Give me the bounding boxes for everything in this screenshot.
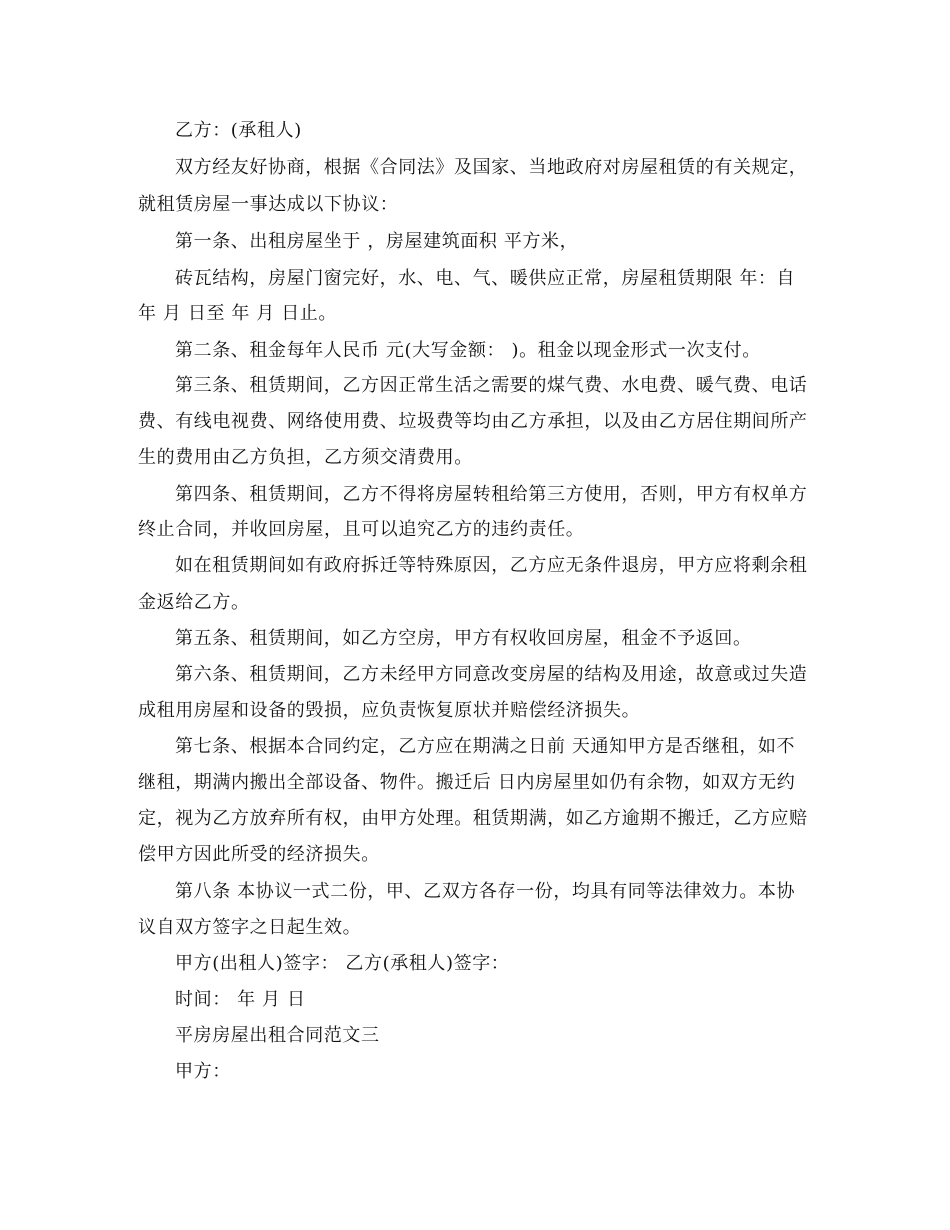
article-4-line-4: 金返给乙方。: [138, 592, 250, 613]
article-4-line-1: 第四条、租赁期间，乙方不得将房屋转租给第三方使用，否则，甲方有权单方: [175, 484, 808, 505]
article-4-line-2: 终止合同，并收回房屋，且可以追究乙方的违约责任。: [138, 519, 585, 540]
article-7-line-3: 定，视为乙方放弃所有权，由甲方处理。租赁期满，如乙方逾期不搬迁，乙方应赔: [138, 808, 808, 829]
article-7-line-1: 第七条、根据本合同约定，乙方应在期满之日前 天通知甲方是否继租，如不: [175, 736, 796, 757]
article-5-line-1: 第五条、租赁期间，如乙方空房，甲方有权收回房屋，租金不予返回。: [175, 628, 752, 649]
article-1-line-1: 第一条、出租房屋坐于 ，房屋建筑面积 平方米，: [175, 231, 579, 252]
article-8-line-1: 第八条 本协议一式二份，甲、乙双方各存一份，均具有同等法律效力。本协: [175, 881, 796, 902]
article-1-line-2: 砖瓦结构，房屋门窗完好，水、电、气、暖供应正常，房屋租赁期限 年：自: [175, 268, 796, 289]
article-6-line-1: 第六条、租赁期间，乙方未经甲方同意改变房屋的结构及用途，故意或过失造: [175, 664, 808, 685]
paragraph-intro-line-2: 就租赁房屋一事达成以下协议：: [138, 194, 399, 215]
article-3-line-2: 费、有线电视费、网络使用费、垃圾费等均由乙方承担，以及由乙方居住期间所产: [138, 411, 808, 432]
article-1-line-3: 年 月 日至 年 月 日止。: [138, 303, 338, 324]
signature-line: 甲方(出租人)签字： 乙方(承租人)签字：: [175, 953, 510, 974]
party-b-line: 乙方：(承租人): [175, 120, 302, 141]
date-line: 时间： 年 月 日: [175, 989, 306, 1010]
article-7-line-4: 偿甲方因此所受的经济损失。: [138, 844, 380, 865]
article-4-line-3: 如在租赁期间如有政府拆迁等特殊原因，乙方应无条件退房，甲方应将剩余租: [175, 555, 808, 576]
article-7-line-2: 继租，期满内搬出全部设备、物件。搬迁后 日内房屋里如仍有余物，如双方无约: [138, 772, 796, 793]
article-2-line-1: 第二条、租金每年人民币 元(大写金额： )。租金以现金形式一次支付。: [175, 340, 761, 361]
article-3-line-1: 第三条、租赁期间，乙方因正常生活之需要的煤气费、水电费、暖气费、电话: [175, 375, 808, 396]
section-heading: 平房房屋出租合同范文三: [175, 1025, 380, 1046]
article-3-line-3: 生的费用由乙方负担，乙方须交清费用。: [138, 447, 473, 468]
article-6-line-2: 成租用房屋和设备的毁损，应负责恢复原状并赔偿经济损失。: [138, 700, 641, 721]
party-a-line: 甲方：: [175, 1061, 231, 1082]
paragraph-intro-line-1: 双方经友好协商，根据《合同法》及国家、当地政府对房屋租赁的有关规定，: [175, 157, 808, 178]
article-8-line-2: 议自双方签字之日起生效。: [138, 917, 362, 938]
